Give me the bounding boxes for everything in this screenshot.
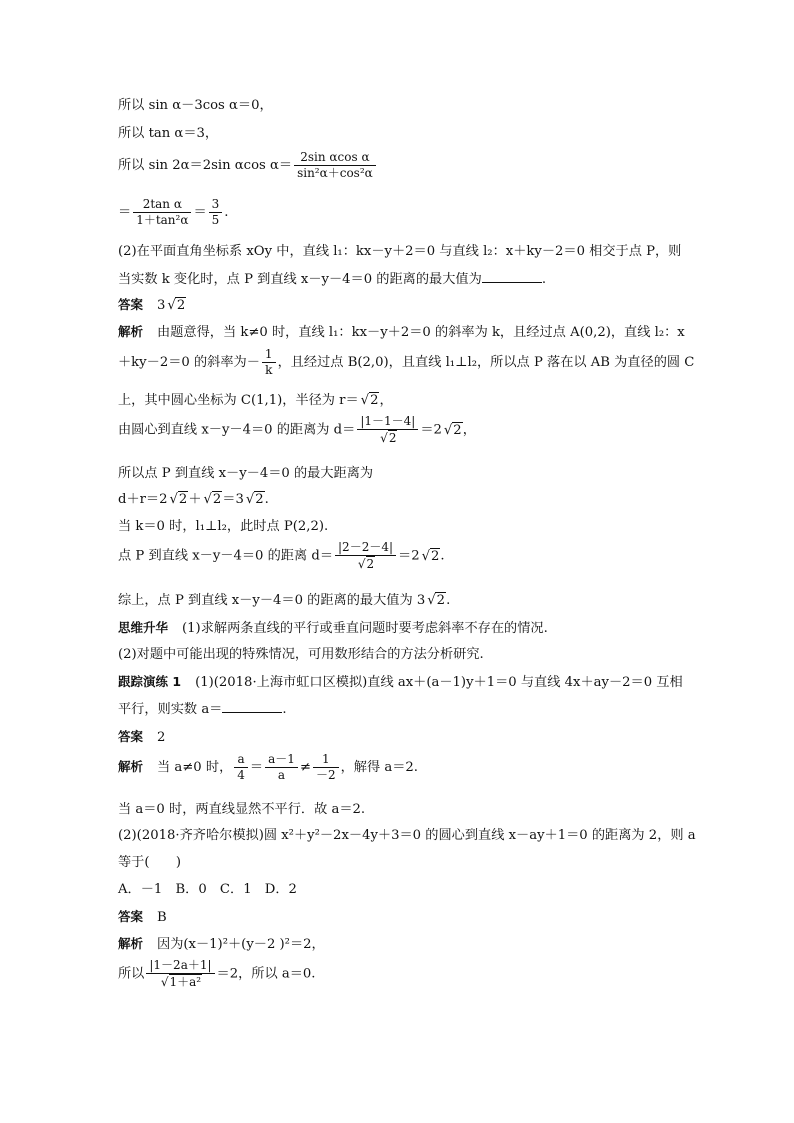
analysis-label: 解析 [118, 324, 144, 339]
text: ＋ [188, 492, 202, 507]
options-line: A．－1 B．0 C．1 D．2 [118, 882, 297, 897]
analysis-line6 [118, 490, 684, 510]
text: ＝ [249, 760, 264, 775]
practice-line1 [118, 672, 684, 693]
analysis-line2 [118, 347, 695, 378]
text: 2 [157, 730, 166, 745]
numerator: |1－2a＋1| [146, 958, 214, 974]
fraction [209, 197, 223, 228]
sqrt: √ 2 [369, 392, 380, 408]
numerator: |2－2－4| [335, 540, 396, 556]
denominator: sin²α＋cos²α [297, 166, 373, 180]
fraction [133, 197, 191, 228]
text: 因为(x－1)²＋(y－2 )²＝2， [157, 937, 325, 952]
text: B [157, 910, 167, 925]
text: 3 [157, 298, 166, 313]
numerator: 1 [313, 752, 339, 768]
numerator: a－1 [265, 752, 298, 768]
numerator: |1－1－4| [357, 414, 418, 430]
text: ＝2 [420, 422, 442, 438]
fraction [265, 752, 298, 783]
practice-line2 [118, 698, 684, 720]
analysis-line7: 当 k＝0 时，l₁⊥l₂，此时点 P(2,2). [118, 519, 329, 534]
text: 综上，点 P 到直线 x－y－4＝0 的距离的最大值为 3 [118, 593, 426, 608]
text: 所以 [118, 966, 145, 982]
fraction [234, 752, 248, 783]
text: 平行，则实数 a＝ [118, 702, 223, 717]
analysis-line1 [118, 322, 684, 343]
denominator [357, 430, 418, 446]
denominator: 4 [237, 768, 245, 782]
sqrt: √ 2 [452, 422, 463, 438]
summary-label: 思维升华 [118, 620, 169, 635]
text: . [440, 548, 445, 564]
text: d＋r＝2 [118, 492, 168, 507]
sqrt: √ 2 [366, 556, 375, 572]
fraction [146, 958, 214, 990]
analysis-2-line2: 当 a＝0 时，两直线显然不平行．故 a＝2. [118, 802, 366, 817]
analysis-2-line1 [118, 752, 684, 783]
text: ，且经过点 B(2,0)，且直线 l₁⊥l₂，所以点 P 落在以 AB 为直径的圆 C [277, 355, 695, 370]
text: . [282, 702, 287, 717]
line-sin-eq: 所以 sin α－3cos α＝0， [118, 98, 273, 113]
answer-line [118, 295, 684, 316]
text: 由圆心到直线 x－y－4＝0 的距离为 d＝ [118, 422, 356, 438]
denominator: 5 [211, 213, 220, 227]
analysis-line3 [118, 391, 684, 411]
denominator: －2 [315, 768, 336, 782]
text: (1)求解两条直线的平行或垂直问题时要考虑斜率不存在的情况. [182, 621, 548, 636]
answer-label: 答案 [118, 909, 144, 924]
answer-blank [222, 698, 282, 713]
question-2-line2 [118, 268, 684, 290]
fraction [294, 150, 376, 181]
text: ＝ [193, 205, 207, 220]
text: . [224, 205, 229, 220]
question-3-line1: (2)(2018·齐齐哈尔模拟)圆 x²＋y²－2x－4y＋3＝0 的圆心到直线 x－ay＋1＝0 的距离为 2，则 a [118, 828, 696, 843]
answer-line-2 [118, 727, 684, 748]
denominator [335, 556, 396, 572]
numerator: 1 [262, 347, 276, 363]
text: . [541, 272, 547, 287]
text: 上，其中圆心坐标为 C(1,1)，半径为 r＝ [118, 393, 359, 408]
line-tan-result [118, 197, 684, 228]
text: ＝3 [222, 492, 244, 507]
text: ＝2，所以 a＝0. [216, 966, 316, 982]
fraction [262, 347, 276, 378]
text: 所以 sin 2α＝2sin αcos α＝ [118, 158, 293, 173]
sqrt: √ 2 [175, 297, 186, 313]
summary-line2: (2)对题中可能出现的特殊情况，可用数形结合的方法分析研究. [118, 647, 484, 662]
text: ，解得 a＝2. [340, 760, 418, 775]
analysis-line8 [118, 540, 684, 572]
sqrt: √ 1＋a² [169, 974, 202, 990]
text: ， [379, 393, 393, 408]
question-2-line1: (2)在平面直角坐标系 xOy 中，直线 l₁：kx－y＋2＝0 与直线 l₂：x＋ky－2＝0 相交于点 P，则 [118, 244, 682, 259]
analysis-label: 解析 [118, 936, 144, 951]
text: ＋ky－2＝0 的斜率为－ [118, 355, 260, 370]
analysis-3-line2 [118, 958, 684, 990]
text: 由题意得，当 k≠0 时，直线 l₁：kx－y＋2＝0 的斜率为 k，且经过点 A(0,2)，直线 l₂：x [157, 325, 685, 340]
answer-line-3 [118, 907, 684, 928]
sqrt: √ 2 [254, 491, 265, 507]
fraction [335, 540, 396, 572]
analysis-label: 解析 [118, 759, 144, 774]
denominator: k [265, 363, 273, 377]
practice-label: 跟踪演练 1 [118, 674, 182, 689]
answer-label: 答案 [118, 729, 144, 744]
text: ＝2 [398, 548, 420, 564]
text: 当 a≠0 时， [157, 760, 233, 775]
text: ≠ [299, 760, 311, 775]
analysis-line9 [118, 591, 684, 611]
sqrt: √ 2 [212, 491, 223, 507]
text: ＝ [118, 205, 132, 220]
text: 当实数 k 变化时，点 P 到直线 x－y－4＝0 的距离的最大值为 [118, 272, 482, 287]
denominator: a [277, 768, 286, 782]
text: . [264, 492, 269, 507]
text: . [446, 593, 451, 608]
text: 点 P 到直线 x－y－4＝0 的距离 d＝ [118, 548, 334, 564]
answer-blank [482, 268, 542, 283]
numerator: 2sin αcos α [294, 150, 376, 166]
analysis-3-line1 [118, 934, 684, 955]
fraction [357, 414, 418, 446]
denominator: 1＋tan²α [136, 213, 189, 227]
analysis-line5: 所以点 P 到直线 x－y－4＝0 的最大距离为 [118, 466, 374, 481]
numerator: 3 [209, 197, 223, 213]
summary-line1 [118, 618, 684, 639]
sqrt: √ 2 [178, 491, 189, 507]
text: ， [462, 422, 476, 438]
text: (1)(2018·上海市虹口区模拟)直线 ax＋(a－1)y＋1＝0 与直线 4x＋ay－2＝0 互相 [195, 675, 683, 690]
line-sin2a [118, 150, 684, 181]
numerator: 2tan α [133, 197, 191, 213]
analysis-distance-line [118, 414, 684, 446]
fraction [313, 752, 339, 783]
numerator: a [234, 752, 248, 768]
sqrt: √ 2 [388, 430, 397, 446]
sqrt: √ 2 [435, 592, 446, 608]
question-3-line2: 等于( ) [118, 855, 182, 870]
answer-label: 答案 [118, 297, 144, 312]
sqrt: √ 2 [430, 548, 441, 564]
line-tan-eq: 所以 tan α＝3， [118, 126, 219, 141]
denominator [146, 974, 214, 990]
